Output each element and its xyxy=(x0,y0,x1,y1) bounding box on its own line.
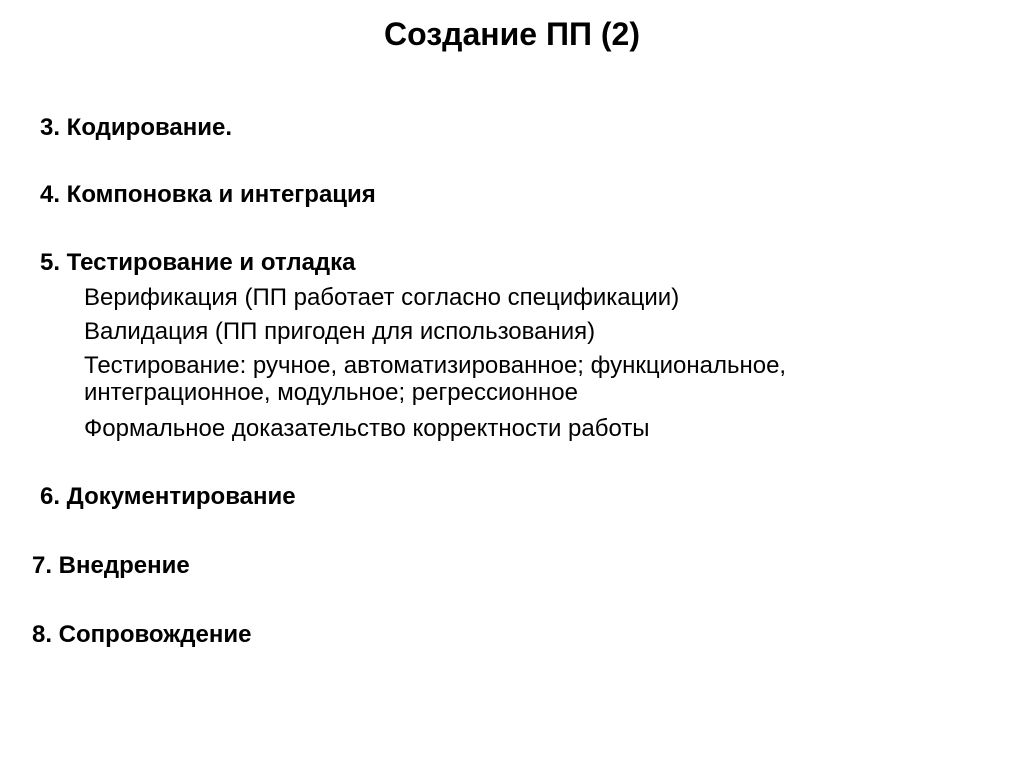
subitem-testing-types-line2: интеграционное, модульное; регрессионное xyxy=(84,379,578,406)
item-documentation: 6. Документирование xyxy=(40,483,296,510)
slide-title: Создание ПП (2) xyxy=(384,16,640,52)
item-integration: 4. Компоновка и интеграция xyxy=(40,181,376,208)
item-testing: 5. Тестирование и отладка xyxy=(40,249,356,276)
subitem-testing-types-line1: Тестирование: ручное, автоматизированное; функциональное, xyxy=(84,352,787,379)
subitem-formal-proof: Формальное доказательство корректности работы xyxy=(84,415,650,442)
item-maintenance: 8. Сопровождение xyxy=(32,621,252,648)
item-deployment: 7. Внедрение xyxy=(32,552,190,579)
subitem-validation: Валидация (ПП пригоден для использования) xyxy=(84,318,596,345)
subitem-verification: Верификация (ПП работает согласно спецификации) xyxy=(84,284,680,311)
item-coding: 3. Кодирование. xyxy=(40,114,233,141)
